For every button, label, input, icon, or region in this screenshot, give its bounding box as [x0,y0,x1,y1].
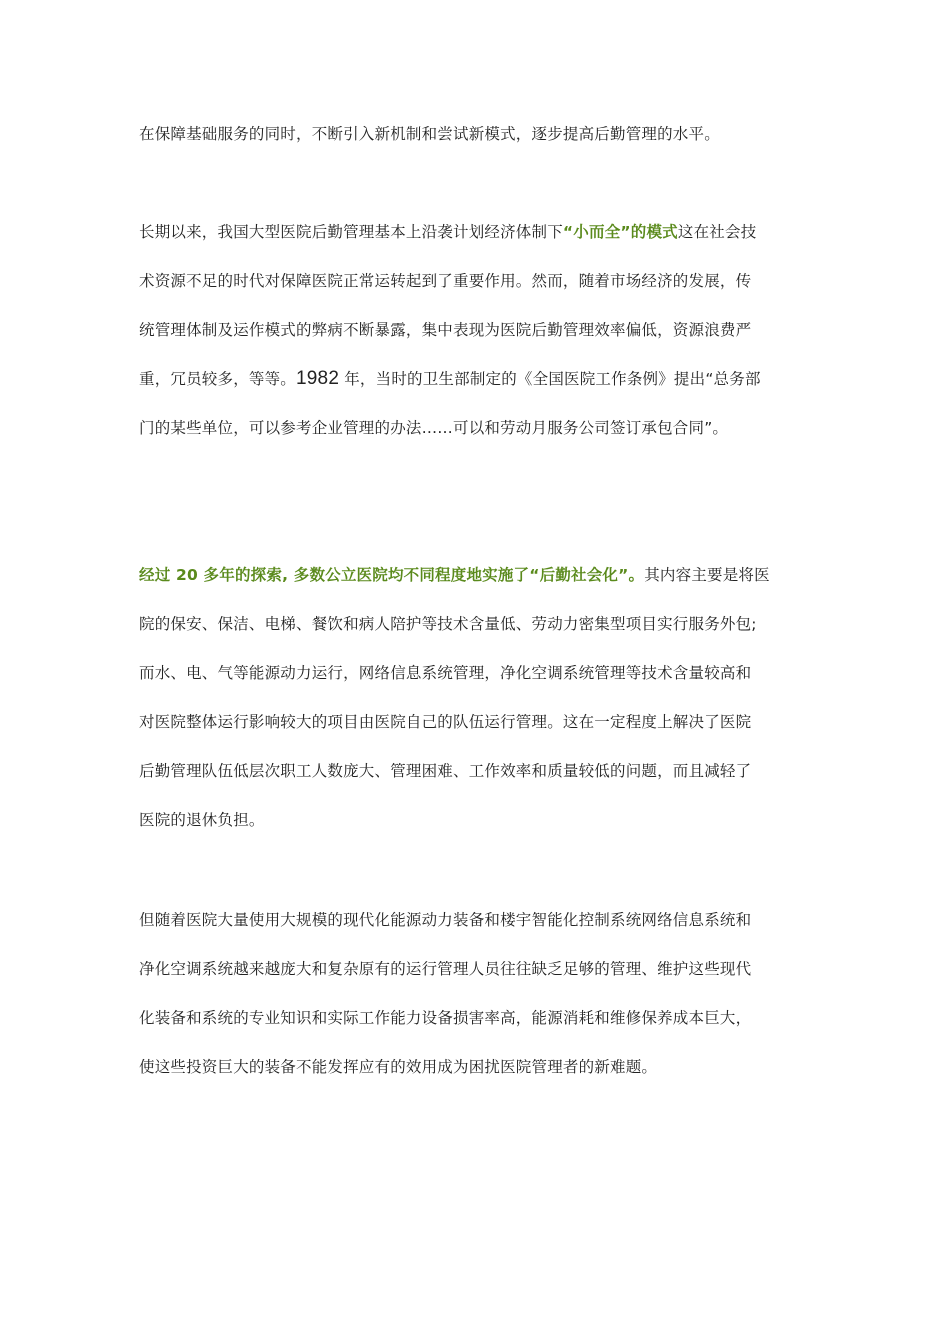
paragraph-2-line-3: 统管理体制及运作模式的弊病不断暴露，集中表现为医院后勤管理效率偏低，资源浪费严 [139,321,752,339]
paragraph-2-line-1-tail: 这在社会技 [677,223,757,241]
paragraph-4-line-1: 但随着医院大量使用大规模的现代化能源动力装备和楼宇智能化控制系统网络信息系统和 [139,911,752,929]
paragraph-2-line-5: 门的某些单位，可以参考企业管理的办法……可以和劳动月服务公司签订承包合同”。 [139,419,729,437]
paragraph-3-line-2: 院的保安、保洁、电梯、餐饮和病人陪护等技术含量低、劳动力密集型项目实行服务外包; [139,615,757,633]
paragraph-4-line-3: 化装备和系统的专业知识和实际工作能力设备损害率高，能源消耗和维修保养成本巨大， [139,1009,752,1027]
paragraph-2-line-1 [139,220,829,244]
paragraph-4-line-2: 净化空调系统越来越庞大和复杂原有的运行管理人员往往缺乏足够的管理、维护这些现代 [139,960,752,978]
paragraph-3-line-6: 医院的退休负担。 [139,811,265,829]
highlight-logistics-socialization: 经过 20 多年的探索, 多数公立医院均不同程度地实施了“后勤社会化”。 [139,566,645,584]
paragraph-3-line-3: 而水、电、气等能源动力运行，网络信息系统管理，净化空调系统管理等技术含量较高和 [139,664,752,682]
paragraph-2-line-4 [139,367,829,391]
paragraph-2-line-4-text: 重，冗员较多，等等。 [139,370,297,388]
paragraph-2-line-1-text: 长期以来，我国大型医院后勤管理基本上沿袭计划经济体制下 [139,223,563,241]
highlight-small-complete-model: “小而全”的模式 [562,223,678,241]
paragraph-3-line-1 [139,563,829,587]
year-1982: 1982 [296,368,340,389]
paragraph-3-line-4: 对医院整体运行影响较大的项目由医院自己的队伍运行管理。这在一定程度上解决了医院 [139,713,752,731]
paragraph-3-line-5: 后勤管理队伍低层次职工人数庞大、管理困难、工作效率和质量较低的问题，而且减轻了 [139,762,752,780]
paragraph-2-line-4-tail: 年，当时的卫生部制定的《全国医院工作条例》提出“总务部 [339,370,761,388]
paragraph-4-line-4: 使这些投资巨大的装备不能发挥应有的效用成为困扰医院管理者的新难题。 [139,1058,658,1076]
paragraph-1-line-1: 在保障基础服务的同时，不断引入新机制和尝试新模式，逐步提高后勤管理的水平。 [139,125,720,143]
paragraph-2-line-2: 术资源不足的时代对保障医院正常运转起到了重要作用。然而，随着市场经济的发展，传 [139,272,752,290]
paragraph-3-line-1-tail: 其内容主要是将医 [644,566,770,584]
